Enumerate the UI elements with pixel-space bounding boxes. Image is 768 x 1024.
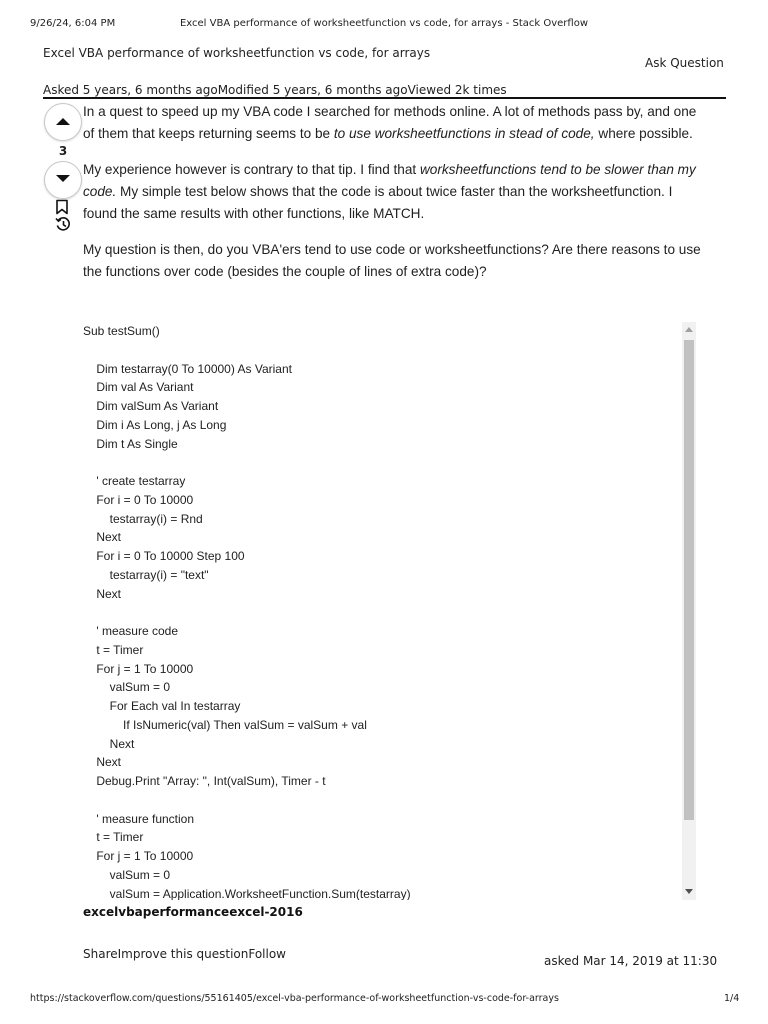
arrow-up-icon <box>55 116 71 126</box>
bookmark-icon[interactable] <box>55 199 69 215</box>
scroll-down-arrow-icon[interactable] <box>685 889 693 894</box>
follow-link[interactable]: Follow <box>248 947 286 961</box>
downvote-button[interactable] <box>44 161 82 199</box>
paragraph-text: In a quest to speed up my VBA code I searched for methods online. A lot of methods pass by, and one of them that keeps returning seems to be <box>83 104 697 141</box>
tag-excel[interactable]: excel <box>83 905 119 919</box>
body-paragraph <box>83 101 708 145</box>
question-meta <box>43 83 507 97</box>
ask-question-button[interactable]: Ask Question <box>645 56 724 70</box>
vote-count: 3 <box>58 144 68 158</box>
paragraph-text: My experience however is contrary to that tip. I find that <box>83 162 420 177</box>
history-icon[interactable] <box>55 216 71 232</box>
question-body <box>83 101 708 297</box>
upvote-button[interactable] <box>44 103 82 141</box>
code-scrollbar[interactable] <box>682 322 696 900</box>
paragraph-emphasis: to use worksheetfunctions in stead of code, <box>333 126 595 141</box>
header-divider <box>43 97 726 99</box>
print-page-title: Excel VBA performance of worksheetfunction vs code, for arrays - Stack Overflow <box>179 18 589 29</box>
print-page-number: 1/4 <box>724 993 740 1004</box>
meta-asked: Asked 5 years, 6 months ago <box>43 83 218 97</box>
scrollbar-thumb[interactable] <box>684 340 694 820</box>
body-paragraph <box>83 239 708 283</box>
tag-performance[interactable]: performance <box>142 905 230 919</box>
print-datetime: 9/26/24, 6:04 PM <box>30 18 116 29</box>
asked-info: asked Mar 14, 2019 at 11:30 <box>544 954 718 968</box>
code-block[interactable] <box>83 322 696 900</box>
share-link[interactable]: Share <box>83 947 118 961</box>
meta-viewed: Viewed 2k times <box>407 83 507 97</box>
meta-modified: Modified 5 years, 6 months ago <box>217 83 408 97</box>
arrow-down-icon <box>55 174 71 184</box>
tag-vba[interactable]: vba <box>118 905 143 919</box>
paragraph-emphasis: worksheetfunctions tend to be slower than my code. <box>83 162 696 199</box>
paragraph-text: My simple test below shows that the code is about twice faster than the worksheetfunction. I found the same results with other functions, like MATCH. <box>83 184 673 221</box>
tag-excel-2016[interactable]: excel-2016 <box>229 905 303 919</box>
print-url: https://stackoverflow.com/questions/55161405/excel-vba-performance-of-worksheetfunction-vs-code-for-arrays <box>30 993 559 1004</box>
code-content: Sub testSum() Dim testarray(0 To 10000) As Variant Dim val As Variant Dim valSum As Variant Dim i As Long, j As Long Dim t As Single ' create testarray For i = 0 To 10000 testarray(i) = Rnd Next For i = 0 To 10000 Step 100 testarray(i) = "text" Next ' measure code t = Timer For j = 1 To 10000 valSum = 0 For Each val In testarray If IsNumeric(val) Then valSum = valSum + val Next Next Debug.Print "Array: ", Int(valSum), Timer - t ' measure function t = Timer For j = 1 To 10000 valSum = 0 valSum = Application.WorksheetFunction.Sum(testarray) <box>83 324 411 900</box>
question-title[interactable]: Excel VBA performance of worksheetfunction vs code, for arrays <box>43 46 431 60</box>
scroll-up-arrow-icon[interactable] <box>685 327 693 332</box>
paragraph-text: where possible. <box>594 126 693 141</box>
improve-question-link[interactable]: Improve this question <box>117 947 249 961</box>
tag-list <box>83 905 303 919</box>
body-paragraph <box>83 159 708 225</box>
paragraph-text: My question is then, do you VBA'ers tend to use code or worksheetfunctions? Are there reasons to use the functions over code (besides the couple of lines of extra code)? <box>83 242 701 279</box>
post-actions <box>83 947 286 961</box>
